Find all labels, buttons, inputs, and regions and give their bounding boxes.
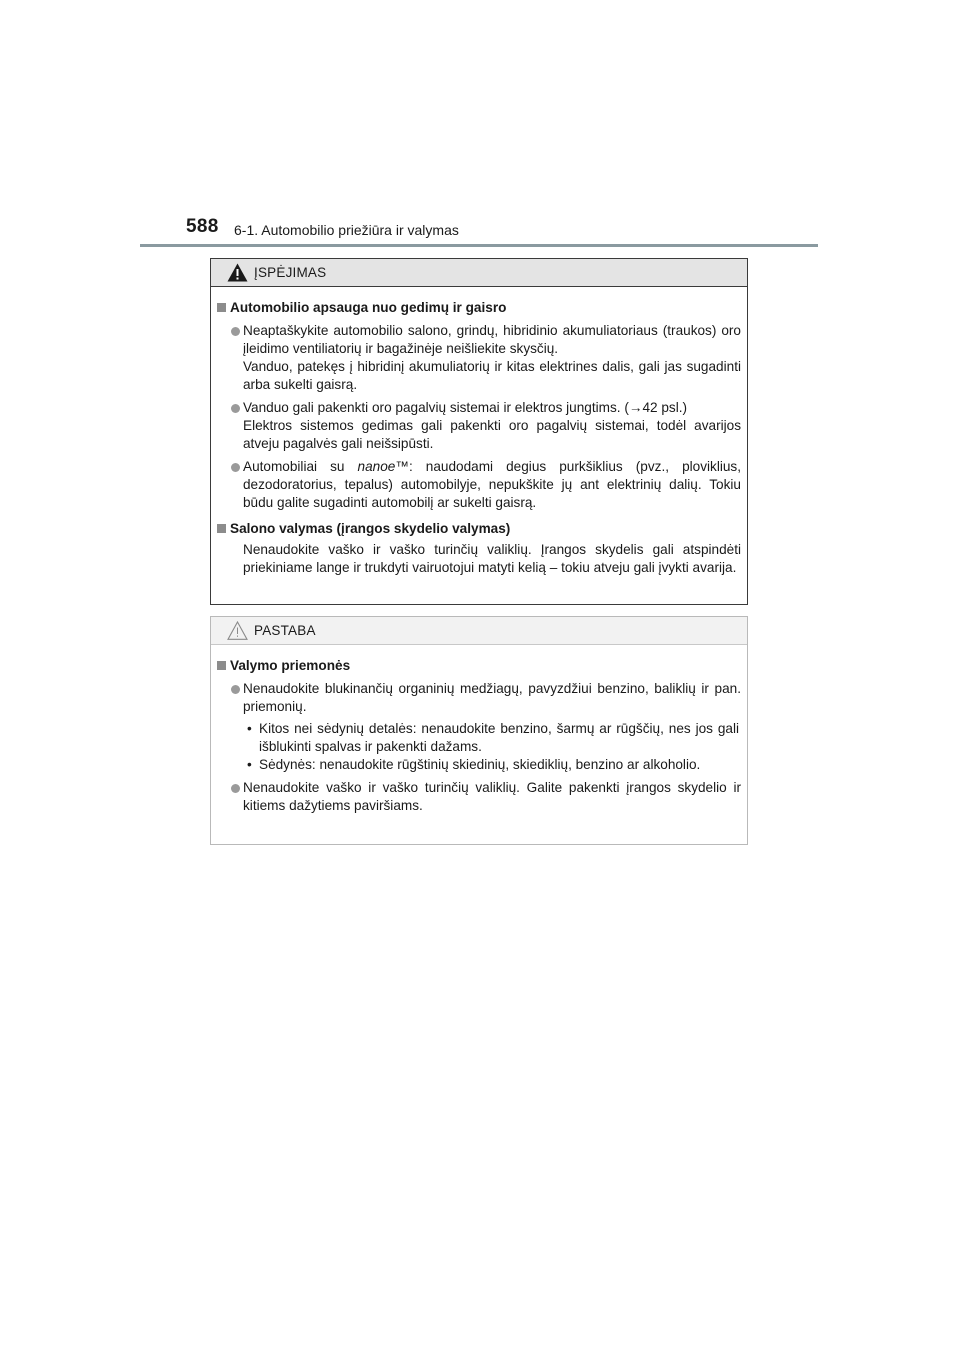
circle-bullet-icon — [231, 463, 240, 472]
item-paragraph: Neaptaškykite automobilio salono, grindų, hibridinio akumuliatoriaus (traukos) oro įleidimo ventiliatorių ir bagažinėje neišliekite skysčių. — [243, 323, 741, 356]
item-paragraph: Elektros sistemos gedimas gali pakenkti oro pagalvių sistemai, todėl avarijos atveju pagalvės gali neišsipūsti. — [243, 418, 741, 451]
notice-box — [210, 616, 748, 845]
list-item — [217, 680, 741, 716]
notice-body — [211, 645, 747, 815]
item-paragraph — [243, 458, 741, 512]
circle-bullet-icon — [231, 685, 240, 694]
sub-list-item — [217, 756, 741, 774]
section-paragraph: Nenaudokite vaško ir vaško turinčių valiklių. Įrangos skydelis gali atspindėti priekiniame lange ir trukdyti vairuotojui matyti kelią – tokiu atveju gali įvykti avarija. — [243, 542, 741, 575]
text-run: Automobiliai su — [243, 459, 358, 474]
header-rule — [140, 244, 818, 247]
notice-label: PASTABA — [254, 623, 316, 638]
item-paragraph: Nenaudokite blukinančių organinių medžiagų, pavyzdžiui benzino, baliklių ir pan. priemonių. — [243, 681, 741, 714]
notice-header — [211, 617, 747, 645]
page-number: 588 — [186, 216, 219, 237]
square-bullet-icon — [217, 661, 226, 670]
heading-text: Valymo priemonės — [230, 658, 351, 673]
section-title: 6-1. Automobilio priežiūra ir valymas — [234, 222, 459, 238]
item-paragraph: Vanduo gali pakenkti oro pagalvių sistemai ir elektros jungtims. (→42 psl.) — [243, 400, 688, 415]
list-item — [217, 458, 741, 512]
sub-list-item — [217, 720, 741, 756]
warning-header — [211, 259, 747, 287]
nanoe-term: nanoe™ — [357, 459, 409, 474]
circle-bullet-icon — [231, 784, 240, 793]
warning-box — [210, 258, 748, 605]
section-heading — [217, 299, 741, 317]
sub-item-text: Kitos nei sėdynių detalės: nenaudokite benzino, šarmų ar rūgščių, nes jos gali išblukinti spalvas ir pakenkti dažams. — [259, 721, 739, 754]
sub-item-text: Sėdynės: nenaudokite rūgštinių skiedinių, skiediklių, benzino ar alkoholio. — [259, 757, 701, 772]
warning-triangle-icon — [227, 263, 248, 282]
text-run: : naudodami degius purkšiklius (pvz., ploviklius, dezodoratorius, tepalus) automobilyje, nepukškite jų ant elektrinių dalių. Tokiu būdu galite sugadinti automobilį ar sukelti gaisrą. — [243, 459, 741, 510]
circle-bullet-icon — [231, 404, 240, 413]
circle-bullet-icon — [231, 327, 240, 336]
list-item — [217, 399, 741, 453]
list-item — [217, 322, 741, 394]
heading-text: Automobilio apsauga nuo gedimų ir gaisro — [230, 300, 507, 315]
sub-bullet-icon: • — [247, 721, 252, 736]
caution-triangle-outline-icon — [227, 621, 248, 640]
warning-label: ĮSPĖJIMAS — [254, 265, 327, 280]
square-bullet-icon — [217, 524, 226, 533]
square-bullet-icon — [217, 303, 226, 312]
warning-body — [211, 287, 747, 577]
section-heading — [217, 657, 741, 675]
section-heading — [217, 520, 741, 538]
item-paragraph: Nenaudokite vaško ir vaško turinčių valiklių. Galite pakenkti įrangos skydelio ir kitiems dažytiems paviršiams. — [243, 780, 741, 813]
heading-text: Salono valymas (įrangos skydelio valymas) — [230, 521, 511, 536]
item-paragraph: Vanduo, patekęs į hibridinį akumuliatorių ir kitas elektrines dalis, gali jas sugadinti arba sukelti gaisrą. — [243, 359, 741, 392]
sub-bullet-icon: • — [247, 757, 252, 772]
list-item — [217, 779, 741, 815]
